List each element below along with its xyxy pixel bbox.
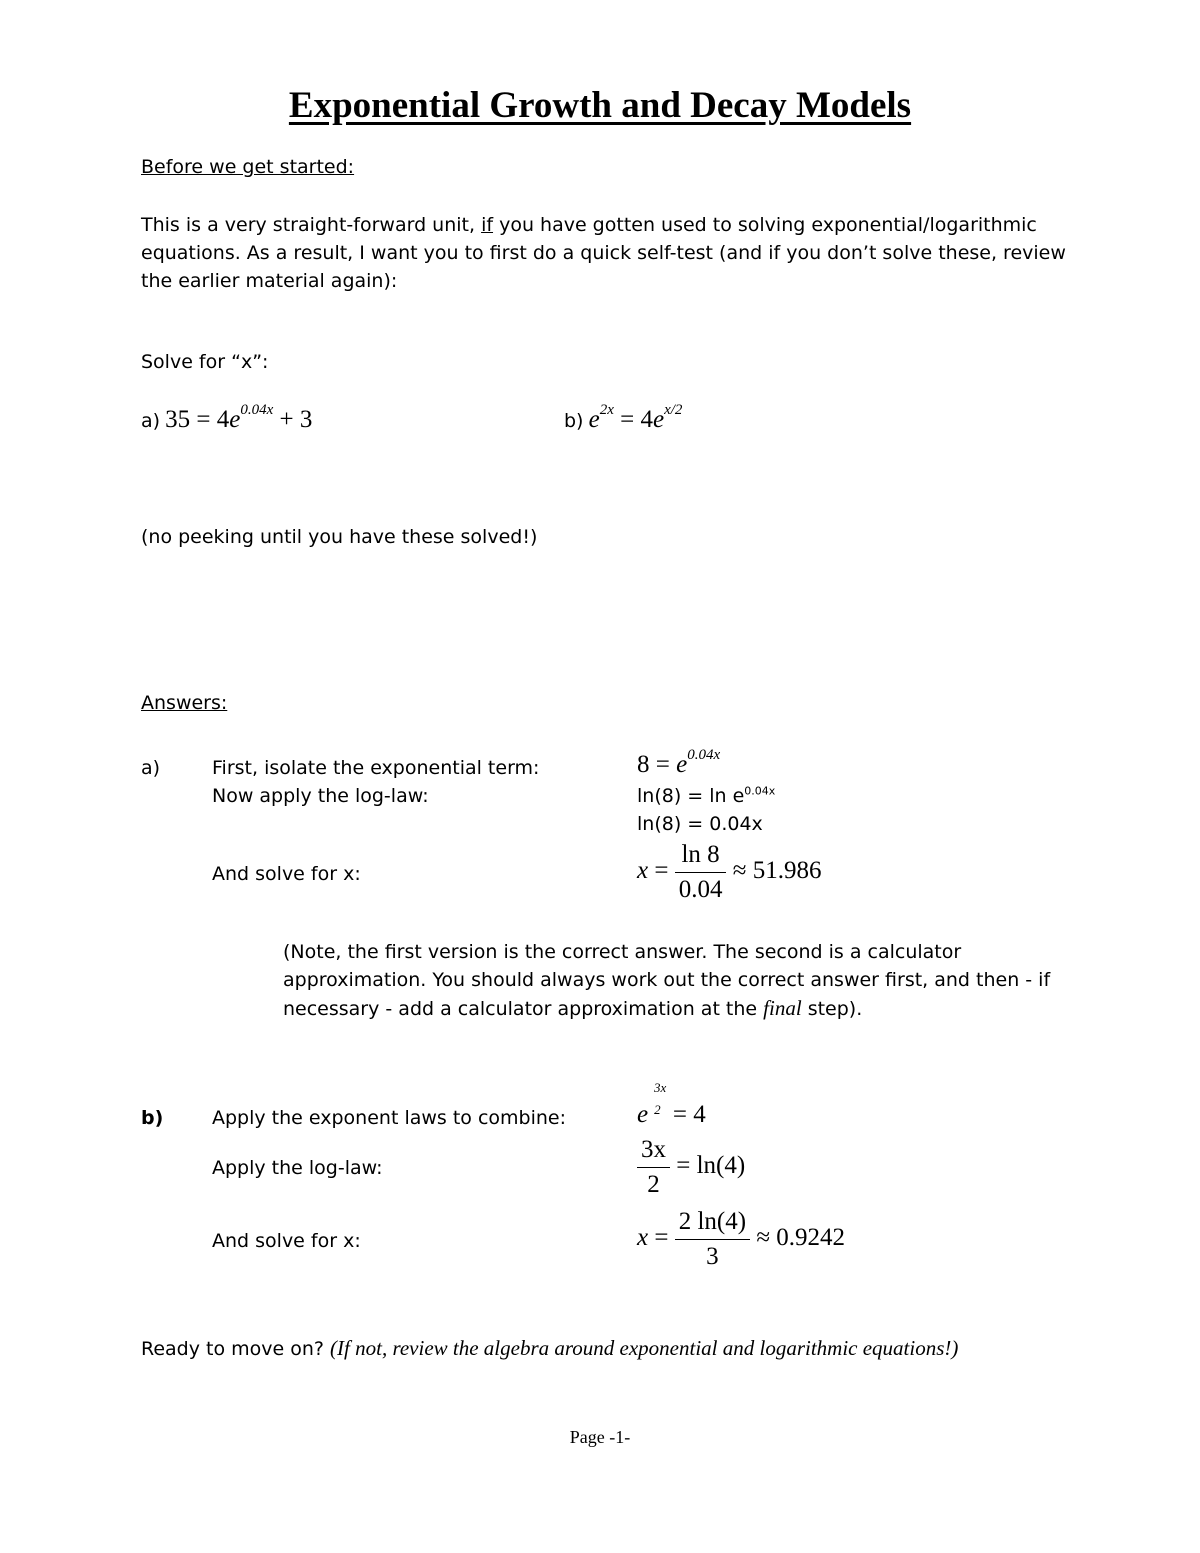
answer-a-equals: = xyxy=(648,857,675,885)
answer-b-base: e xyxy=(637,1101,649,1128)
no-peeking-note: (no peeking until you have these solved!) xyxy=(141,526,538,548)
problem-b-exponent-2: x/2 xyxy=(664,401,683,418)
answer-a-numerator: ln 8 xyxy=(675,838,727,873)
problem-b-mid: = 4 xyxy=(613,406,653,433)
note-text: necessary - add a calculator approximation at the xyxy=(283,998,764,1020)
answer-b-step-3-denominator: 3 xyxy=(706,1243,719,1270)
problem-a-equation xyxy=(165,401,313,433)
note-final-emphasis: final xyxy=(763,996,802,1020)
answer-b-step-1: Apply the exponent laws to combine: xyxy=(212,1107,567,1129)
answer-a-approximation: ≈ 51.986 xyxy=(726,857,822,885)
answer-a-step-1: First, isolate the exponential term: xyxy=(212,757,540,779)
answer-b-step-3-fraction xyxy=(675,1205,750,1274)
answer-a-step-1-exponent: 0.04x xyxy=(687,746,721,763)
intro-line-1 xyxy=(141,211,1066,239)
page-number: Page -1- xyxy=(569,1427,631,1447)
problem-a-exponent: 0.04x xyxy=(240,401,274,418)
answer-b-step-3-math xyxy=(637,1205,845,1274)
intro-paragraph xyxy=(141,211,1066,295)
intro-text: This is a very straight-forward unit, xyxy=(141,214,482,236)
note-text: step). xyxy=(801,998,863,1020)
answer-b-step-2-fraction xyxy=(637,1133,670,1202)
page-title: Exponential Growth and Decay Models xyxy=(288,85,912,126)
answer-b-exp-numerator: 3x xyxy=(654,1080,667,1095)
answer-a-fraction xyxy=(675,838,727,907)
answer-a-step-2: Now apply the log-law: xyxy=(212,785,429,807)
answer-a-step-3-math xyxy=(637,838,821,907)
answer-a-step-1-base: e xyxy=(676,751,688,778)
problem-b-label: b) xyxy=(564,410,584,432)
problem-a-rhs: + 3 xyxy=(273,406,313,433)
intro-line-2: equations. As a result, I want you to first do a quick self-test (and if you don’t solve these, review xyxy=(141,242,1066,264)
closing-line xyxy=(141,1336,958,1361)
answer-b-step-2-rhs: = ln(4) xyxy=(670,1152,746,1180)
answer-b-var-x: x xyxy=(637,1224,649,1252)
intro-text: you have gotten used to solving exponential/logarithmic xyxy=(493,214,1037,236)
answer-a-step-1-math xyxy=(637,746,721,779)
answer-a-step-2b-math: ln(8) = 0.04x xyxy=(637,813,763,835)
problem-b-base-2: e xyxy=(652,406,665,433)
answer-a-step-2-text: ln(8) = ln e xyxy=(637,785,745,807)
note-line-1: (Note, the first version is the correct answer. The second is a calculator xyxy=(283,941,962,963)
problem-b xyxy=(564,401,683,434)
answer-a-label: a) xyxy=(141,757,161,779)
answer-b-step-2-denominator: 2 xyxy=(647,1171,660,1198)
answer-b-step-2: Apply the log-law: xyxy=(212,1157,383,1179)
answer-a-var-x: x xyxy=(637,857,649,885)
note-line-2: approximation. You should always work out the correct answer first, and then - if xyxy=(283,969,1051,991)
problem-a-lhs: 35 = 4 xyxy=(165,406,230,433)
intro-heading: Before we get started: xyxy=(141,156,355,178)
answer-a-note xyxy=(283,938,1050,1023)
answer-b-approximation: ≈ 0.9242 xyxy=(750,1224,846,1252)
problem-b-equation xyxy=(588,401,683,433)
answer-a-denominator: 0.04 xyxy=(678,876,723,903)
answer-b-step-2-numerator: 3x xyxy=(637,1133,670,1168)
problem-b-base: e xyxy=(588,406,600,433)
intro-if-emphasis: if xyxy=(481,214,494,236)
answer-b-step-1-math xyxy=(637,1101,706,1129)
answer-b-exp-denominator: 2 xyxy=(654,1102,661,1117)
answer-a-step-2-exponent: 0.04x xyxy=(744,784,776,798)
answer-a-step-2-math xyxy=(637,785,775,807)
answer-b-equals: = xyxy=(648,1224,675,1252)
intro-line-3: the earlier material again): xyxy=(141,270,398,292)
answer-a-step-1-lhs: 8 = xyxy=(637,751,677,778)
answers-heading: Answers: xyxy=(141,692,228,714)
closing-question: Ready to move on? xyxy=(141,1338,331,1360)
closing-italic-note: (If not, review the algebra around exponential and logarithmic equations!) xyxy=(330,1336,959,1360)
problem-a xyxy=(141,401,313,434)
answer-a-step-3: And solve for x: xyxy=(212,863,361,885)
answer-b-step-3: And solve for x: xyxy=(212,1230,361,1252)
problem-a-base: e xyxy=(229,406,241,433)
problem-b-exponent: 2x xyxy=(599,401,614,418)
answer-b-label: b) xyxy=(141,1107,164,1129)
answer-b-step-1-rhs: = 4 xyxy=(666,1101,706,1128)
problem-a-label: a) xyxy=(141,410,161,432)
solve-prompt: Solve for “x”: xyxy=(141,351,269,373)
answer-b-step-3-numerator: 2 ln(4) xyxy=(675,1205,750,1240)
note-line-3 xyxy=(283,994,1050,1023)
answer-b-step-2-math xyxy=(637,1133,745,1202)
